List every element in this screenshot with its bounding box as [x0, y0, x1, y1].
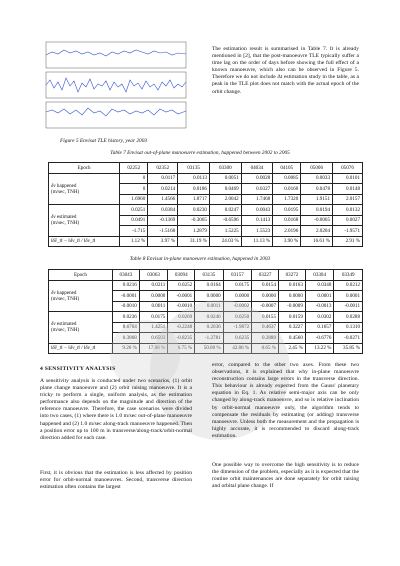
table8-value-cell: 0.3868	[112, 333, 139, 344]
table8-happened-unit: (m/sec, TNH)	[51, 295, 80, 302]
table7-epoch-cell: 02352	[148, 163, 178, 174]
table7-value-cell: 1.8717	[178, 194, 210, 205]
table8-value-cell: 0.0236	[112, 312, 139, 323]
table8-epoch-cell: 03349	[334, 270, 363, 281]
table8-ratio-cell: 35.85 %	[334, 343, 363, 354]
table8-value-cell: 0.0164	[195, 280, 224, 291]
table7-epoch-label: Epoch	[49, 163, 120, 174]
table8-estimated-unit: (m/sec, TNH)	[51, 327, 80, 334]
table7-value-cell: 0.0186	[178, 184, 210, 195]
figure5-plots	[38, 40, 188, 132]
table8-value-cell: 0.0163	[279, 280, 306, 291]
table8-value-cell: -0.0011	[334, 301, 363, 312]
table7-value-cell: 0.0148	[333, 184, 363, 195]
table8-estimated-row	[49, 312, 363, 323]
table7-value-cell: 2.0157	[333, 194, 363, 205]
table7-epoch-cell: 05076	[333, 163, 363, 174]
table8-value-cell: 0.0252	[168, 280, 195, 291]
table7-value-cell: 2.0042	[209, 194, 241, 205]
table7-value-cell: 0.0195	[273, 205, 301, 216]
figure5-panel-2	[46, 72, 186, 98]
table7	[48, 162, 363, 247]
table7-ratio-cell: 3.90 %	[273, 236, 301, 247]
table7-ratio-cell: 11.13 %	[241, 236, 272, 247]
table7-caption: Table 7 Envisat out-of-plane manoeuvre estimation, happened between 2002 to 2005	[110, 150, 290, 156]
table7-value-cell: 0.0230	[178, 205, 210, 216]
table8-value-cell: -0.0007	[252, 301, 279, 312]
table8-value-cell: 0.0155	[252, 312, 279, 323]
table8-value-cell: 0.2036	[195, 322, 224, 333]
left-column-paragraph-1: A sensitivity analysis is conducted under two scenarios, (1) orbit plane change manoeuvre and (2) orbit raising manoeuvre. It is a tricky to perform a single, uniform analysis, as the estimation performance also depends on the magnitude and direction of the reference manoeuvre. Therefore, the case scenarios were divided into two cases, (1) where there is 1.0 m/sec out-of-plane manoeuvre happened and (2) 1.0 m/sec along-track manoeuvre happened. Then a position error up to 100 m in transverse/along-track/orbit-normal direction added for each case.	[40, 378, 192, 441]
table7-ratio-label: ‖δv̂_t‖ − ‖δv_t‖ / ‖δv_t‖	[49, 236, 120, 247]
right-column-paragraph-2: error, compared to the other two axes. From these two observations, it is explained that why in-plane manoeuvre reconstruction contains large errors in the transverse direction. This behaviour is already expected from the Gauss' planetary equation in Eq. 1. As relative semi-major axis can be only changed by along-track manoeuvre, and so is relative inclination by orbit-normal manoeuvre only, the algorithm tends to compensate the residuals by estimating (or adding) transverse manoeuvre. Unless both the measurement and the propagation is highly accurate, it is recommended to discard along-track estimation.	[212, 362, 359, 439]
table8-ratio-cell: 6.75 %	[168, 343, 195, 354]
table8-value-cell: 0.0175	[139, 312, 168, 323]
table8-value-cell: 0.0000	[252, 291, 279, 302]
table8-value-cell: 0.0001	[334, 291, 363, 302]
table7-value-cell: 0.0027	[333, 215, 363, 226]
table8-happened-word: happened	[55, 289, 77, 296]
table8	[48, 269, 363, 354]
table8-ratio-label: ‖δv̂_t‖ − ‖δv_t‖ / ‖δv_t‖	[49, 343, 113, 354]
table8-caption: Table 8 Envisat in-plane manoeuvre estimation, happened in 2003	[129, 256, 271, 262]
table7-ratio-cell: 1.12 %	[120, 236, 148, 247]
table7-value-cell: -0.3065	[178, 215, 210, 226]
table7-happened-unit: (m/sec, TNH)	[51, 188, 80, 195]
table7-value-cell: 0.0168	[273, 215, 301, 226]
table8-value-cell: 0.0302	[305, 312, 334, 323]
table7-value-cell: 0.0117	[148, 173, 178, 184]
table7-value-cell: 0.0194	[301, 205, 333, 216]
table8-value-cell: 0.0011	[195, 301, 224, 312]
table8-epoch-cell: 03157	[223, 270, 252, 281]
table7-value-cell: 0.0085	[273, 173, 301, 184]
table8-value-cell: 0.0348	[305, 280, 334, 291]
table8-value-cell: 0.0154	[252, 280, 279, 291]
table7-value-cell: 1.2879	[178, 226, 210, 237]
table7-ratio-cell: 3.97 %	[148, 236, 178, 247]
table7-estimated-row	[49, 205, 363, 216]
table7-value-cell: 0.0101	[333, 173, 363, 184]
table7-value-cell: 1.5523	[241, 226, 272, 237]
table7-value-cell: 0.0251	[120, 205, 148, 216]
table8-value-cell: 0.1310	[334, 322, 363, 333]
table7-value-cell: 0.0033	[301, 173, 333, 184]
table8-value-cell: 0.0175	[223, 280, 252, 291]
table7-epoch-cell: 02252	[120, 163, 148, 174]
table8-epoch-cell: 03135	[195, 270, 224, 281]
table8-ratio-cell: 0.65 %	[252, 343, 279, 354]
table8-value-cell: 0.0269	[168, 312, 195, 323]
table7-value-cell: 1.4566	[148, 194, 178, 205]
right-column-paragraph-1: The estimation result is summarised in Table 7. It is already mentioned in [2], that the post-manoeuvre TLE typically suffer a time lag on the order of days before showing the full effect of a known manoeuvre, which also can be observed in Figure 5. Therefore we do not include Δt estimation study in the table, as a peak in the TLE plot does not match with the actual epoch of the orbit change.	[212, 46, 359, 95]
table8-value-cell: -1.2781	[195, 333, 224, 344]
table7-value-cell: 1.6960	[120, 194, 148, 205]
table7-value-cell: -1.5168	[148, 226, 178, 237]
table8-value-cell: 0.0159	[279, 312, 306, 323]
table7-ratio-cell: 24.03 %	[209, 236, 241, 247]
table7-value-cell: 0.0491	[120, 215, 148, 226]
table7-epoch-cell: 03300	[209, 163, 241, 174]
table7-happened-row	[49, 173, 363, 184]
table8-value-cell: -0.0013	[305, 301, 334, 312]
table7-header-row	[49, 163, 363, 174]
dv-symbol: δv	[51, 321, 56, 328]
table7-value-cell: 0.0113	[178, 173, 210, 184]
table7-value-cell: -1.715	[120, 226, 148, 237]
table8-value-cell: 0.0000	[139, 291, 168, 302]
table8-epoch-cell: 03272	[279, 270, 306, 281]
dv-symbol: δv	[51, 289, 56, 296]
table7-value-cell: 2.0196	[273, 226, 301, 237]
table7-value-cell: 0.0132	[333, 205, 363, 216]
table7-value-cell: 1.5225	[209, 226, 241, 237]
table7-value-cell: 0.0051	[209, 173, 241, 184]
table8-header-row	[49, 270, 363, 281]
table7-value-cell: 0.1413	[241, 215, 272, 226]
table8-estimated-label	[49, 312, 113, 344]
table7-value-cell: -0.6596	[209, 215, 241, 226]
dv-symbol: δv	[51, 182, 56, 189]
table8-value-cell: 0.1657	[305, 322, 334, 333]
table8-epoch-cell: 03227	[252, 270, 279, 281]
table7-epoch-cell: 03135	[178, 163, 210, 174]
table8-ratio-cell: 17.06 %	[139, 343, 168, 354]
table8-ratio-cell: 9.26 %	[112, 343, 139, 354]
table8-ratio-cell: 50.00 %	[195, 343, 224, 354]
section4-heading: 4 SENSITIVITY ANALYSIS	[40, 366, 116, 372]
table7-value-cell: 0.0469	[209, 184, 241, 195]
table7-value-cell: 0.0028	[241, 173, 272, 184]
table8-value-cell: 0.4560	[279, 333, 306, 344]
table7-value-cell: 0.0160	[273, 184, 301, 195]
right-column-paragraph-3: One possible way to overcome the high sensitivity is to reduce the dimension of the problem, especially as it is expected that the routine orbit maintenances are done separately for orbit raising and orbital plane change. If	[212, 462, 359, 490]
table8-value-cell: 0.0250	[223, 312, 252, 323]
table7-happened-word: happened	[55, 182, 77, 189]
table7-estimated-label	[49, 205, 120, 237]
table7-value-cell: 1.7320	[273, 194, 301, 205]
left-column-paragraph-2: First, it is obvious that the estimation is less affected by position error for orbit-normal manoeuvres. Second, transverse direction estimation often contains the largest	[40, 470, 192, 491]
table8-value-cell: 0.6235	[223, 333, 252, 344]
table7-value-cell: 0.0327	[241, 184, 272, 195]
table8-value-cell: 0.0216	[112, 280, 139, 291]
table7-estimated-word: estimated	[55, 214, 77, 221]
table7-value-cell: 1.7468	[241, 194, 272, 205]
table8-value-cell: -0.8235	[168, 333, 195, 344]
table8-value-cell: 0.0246	[195, 312, 224, 323]
table8-value-cell: -0.0271	[334, 333, 363, 344]
table8-value-cell: -0.0009	[279, 301, 306, 312]
table7-ratio-cell: 2.91 %	[333, 236, 363, 247]
table8-value-cell: -0.2248	[168, 322, 195, 333]
table8-value-cell: 0.4637	[252, 322, 279, 333]
table8-value-cell: -0.0002	[223, 301, 252, 312]
dv-symbol: δv	[51, 214, 56, 221]
table7-value-cell: 2.0204	[301, 226, 333, 237]
table8-epoch-cell: 03043	[112, 270, 139, 281]
table8-value-cell: 0.6503	[139, 333, 168, 344]
table8-value-cell: -0.0001	[168, 291, 195, 302]
table7-value-cell: -0.0065	[301, 215, 333, 226]
table7-ratio-row	[49, 236, 363, 247]
table8-value-cell: -0.0010	[168, 301, 195, 312]
table8-ratio-cell: 2.45 %	[279, 343, 306, 354]
table8-value-cell: 0.0001	[305, 291, 334, 302]
table8-value-cell: 0.0000	[195, 291, 224, 302]
table7-estimated-unit: (m/sec, TNH)	[51, 220, 80, 227]
table8-value-cell: 0.0212	[334, 280, 363, 291]
table8-happened-label	[49, 280, 113, 312]
table8-value-cell: 0.6704	[112, 322, 139, 333]
table8-value-cell: 0.0211	[139, 280, 168, 291]
table8-value-cell: 0.0288	[334, 312, 363, 323]
table7-epoch-cell: 04105	[273, 163, 301, 174]
table8-ratio-cell: 42.86 %	[223, 343, 252, 354]
table7-value-cell: 0	[120, 184, 148, 195]
table8-value-cell: 0.0011	[139, 301, 168, 312]
table7-epoch-cell: 05006	[301, 163, 333, 174]
table7-happened-label	[49, 173, 120, 205]
table8-value-cell: -0.0010	[112, 301, 139, 312]
table8-epoch-label: Epoch	[49, 270, 113, 281]
table8-value-cell: 0.2880	[252, 333, 279, 344]
table7-ratio-cell: 31.19 %	[178, 236, 210, 247]
table7-value-cell: -1.9571	[333, 226, 363, 237]
table8-value-cell: 0.0000	[279, 291, 306, 302]
table7-value-cell: 0.0247	[209, 205, 241, 216]
table8-value-cell: 1.4251	[139, 322, 168, 333]
table8-value-cell: -1.9872	[223, 322, 252, 333]
table8-value-cell: -0.6776	[305, 333, 334, 344]
table8-value-cell: -0.0001	[112, 291, 139, 302]
figure5-panel-1	[46, 42, 186, 68]
table8-value-cell: 0.0000	[223, 291, 252, 302]
table7-value-cell: 0.0478	[301, 184, 333, 195]
table8-estimated-word: estimated	[55, 321, 77, 328]
table8-epoch-cell: 03063	[139, 270, 168, 281]
table8-ratio-cell: 13.22 %	[305, 343, 334, 354]
table8-epoch-cell: 03094	[168, 270, 195, 281]
table7-value-cell: 0	[120, 173, 148, 184]
table7-epoch-cell: 04034	[241, 163, 272, 174]
figure5-caption: Figure 5 Envisat TLE history, year 2003	[60, 138, 148, 144]
table8-value-cell: 0.3227	[279, 322, 306, 333]
table7-value-cell: 0.0214	[148, 184, 178, 195]
table7-value-cell: 1.9151	[301, 194, 333, 205]
table7-value-cell: 0.0384	[148, 205, 178, 216]
table7-value-cell: -0.1369	[148, 215, 178, 226]
figure5-panel-3	[46, 102, 186, 128]
table8-epoch-cell: 03304	[305, 270, 334, 281]
table7-ratio-cell: 16.61 %	[301, 236, 333, 247]
table8-ratio-row	[49, 343, 363, 354]
table8-happened-row	[49, 280, 363, 291]
table7-value-cell: 0.0043	[241, 205, 272, 216]
